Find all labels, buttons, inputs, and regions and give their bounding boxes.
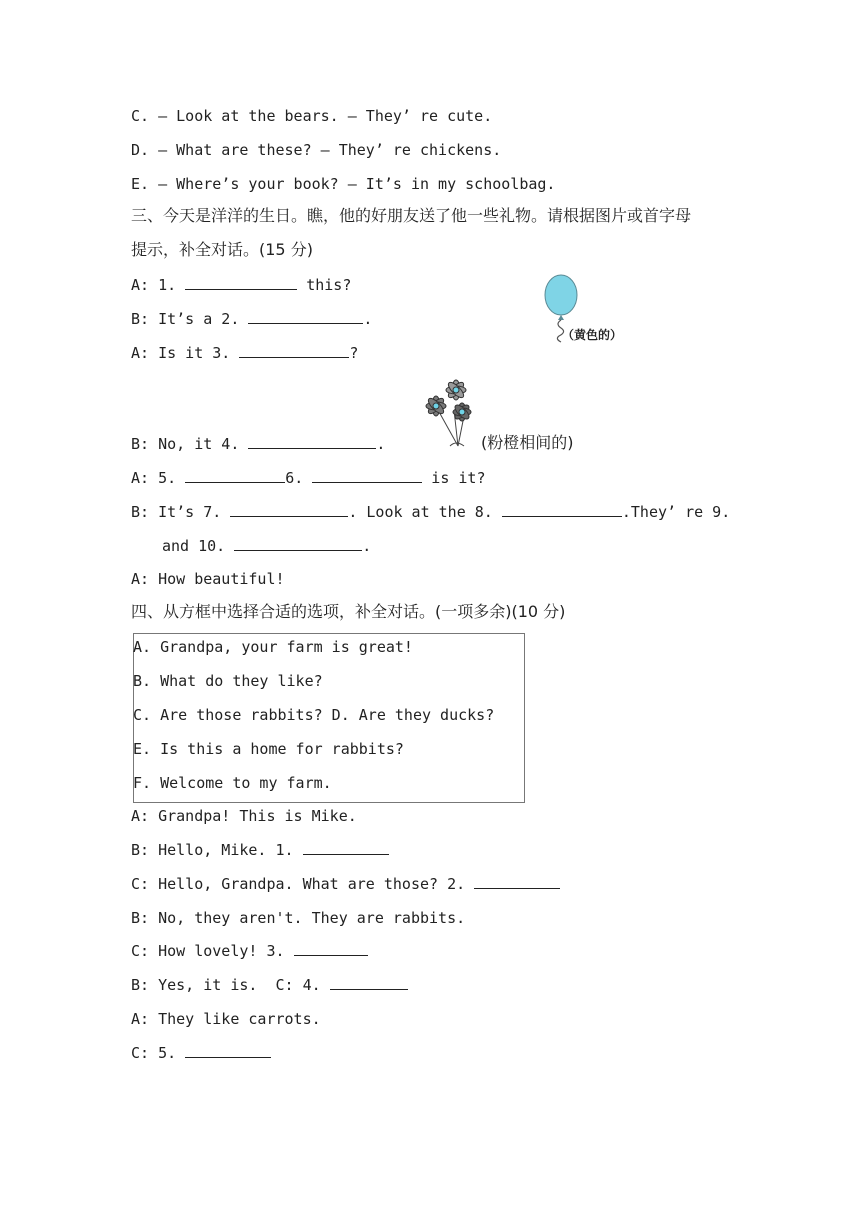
dialog-end-line: A: How beautiful! [131,570,285,588]
option-e-line: E. — Where’s your book? — It’s in my schoolbag. [131,175,556,193]
question-line-1: A: 1. this? [131,276,352,294]
dialog-blank-5[interactable] [185,1043,271,1058]
question-line-7-9: B: It’s 7. . Look at the 8. .They’ re 9. [131,503,731,521]
dialog-line-7: A: They like carrots. [131,1010,321,1028]
flower-icon [420,376,480,448]
dialog-line-4: B: No, they aren't. They are rabbits. [131,909,466,927]
dialog-line-1: A: Grandpa! This is Mike. [131,807,357,825]
flower-caption: (粉橙相间的) [481,433,574,452]
option-a: A. Grandpa, your farm is great! [133,638,413,656]
section3-heading: 三、今天是洋洋的生日。瞧，他的好朋友送了他一些礼物。请根据图片或首字母 [131,206,692,225]
dialog-line-8: C: 5. [131,1043,271,1063]
dialog-line-3: C: Hello, Grandpa. What are those? 2. [131,874,560,894]
dialog-line-5: C: How lovely! 3. [131,941,368,961]
option-f: F. Welcome to my farm. [133,774,332,792]
answer-blank-4[interactable] [248,434,376,449]
option-d-line: D. — What are these? — They’ re chickens. [131,141,502,159]
dialog-blank-4[interactable] [330,975,408,990]
balloon-caption: （黄色的） [562,328,623,342]
flower-picture [420,376,480,448]
question-line-3: A: Is it 3. ? [131,344,359,362]
question-line-10: and 10. . [162,537,372,555]
answer-blank-5[interactable] [185,468,285,483]
option-b: B. What do they like? [133,672,323,690]
dialog-line-6: B: Yes, it is. C: 4. [131,975,408,995]
answer-blank-3[interactable] [239,343,349,358]
section4-heading: 四、从方框中选择合适的选项，补全对话。(一项多余)(10 分) [131,602,566,621]
answer-blank-6[interactable] [312,468,422,483]
dialog-line-2: B: Hello, Mike. 1. [131,840,389,860]
option-e: E. Is this a home for rabbits? [133,740,404,758]
dialog-blank-2[interactable] [474,874,560,889]
dialog-blank-3[interactable] [294,941,368,956]
question-line-5-6: A: 5. 6. is it? [131,469,486,487]
option-c-d: C. Are those rabbits? D. Are they ducks? [133,706,495,724]
option-c-line: C. — Look at the bears. — They’ re cute. [131,107,493,125]
question-line-4: B: No, it 4. . [131,435,386,453]
question-line-2: B: It’s a 2. . [131,310,373,328]
section3-heading-line2: 提示，补全对话。(15 分) [131,240,313,259]
balloon-picture [540,274,650,344]
answer-blank-1[interactable] [185,275,297,290]
answer-blank-2[interactable] [248,309,363,324]
dialog-blank-1[interactable] [303,840,389,855]
answer-blank-8[interactable] [502,502,622,517]
answer-blank-10[interactable] [234,536,362,551]
answer-blank-7[interactable] [230,502,348,517]
